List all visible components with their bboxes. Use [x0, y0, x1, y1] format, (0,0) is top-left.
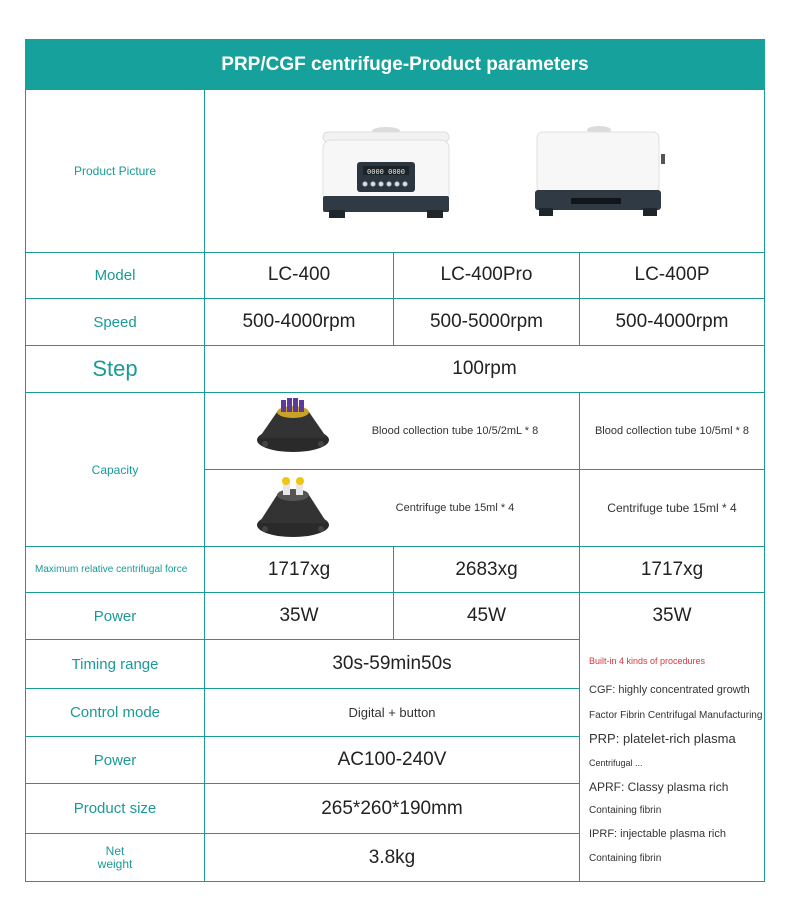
model-lc400: LC-400	[267, 264, 331, 285]
rotor-tubes-image	[253, 394, 333, 459]
capacity-row1-right: Blood collection tube 10/5ml * 8	[594, 425, 750, 437]
centrifuge-side-image	[533, 124, 665, 225]
rcf-lc400: 1717xg	[267, 558, 331, 580]
procedure-line: Containing fibrin	[589, 853, 662, 864]
procedure-line: CGF: highly concentrated growth	[589, 684, 750, 696]
power-supply-value: AC100-240V	[337, 749, 447, 770]
table-header	[25, 39, 765, 90]
label-max-rcf: Maximum relative centrifugal force	[35, 564, 188, 575]
speed-lc400pro: 500-5000rpm	[429, 311, 544, 332]
procedure-line: Centrifugal ...	[589, 758, 643, 768]
rotor-centrifuge-tube-icon	[253, 473, 333, 539]
label-control-mode: Control mode	[69, 704, 161, 721]
border-bottom	[25, 881, 765, 882]
label-product-picture: Product Picture	[73, 164, 157, 178]
label-model: Model	[94, 266, 136, 284]
procedure-line: Factor Fibrin Centrifugal Manufacturing	[589, 710, 763, 721]
capacity-row2-right: Centrifuge tube 15ml * 4	[607, 501, 737, 515]
speed-lc400p: 500-4000rpm	[615, 311, 729, 332]
label-timing-range: Timing range	[71, 655, 159, 673]
border-right	[764, 90, 765, 882]
label-power: Power	[93, 607, 137, 625]
centrifuge-front-image	[321, 124, 451, 225]
rcf-lc400p: 1717xg	[640, 558, 704, 580]
procedure-line: APRF: Classy plasma rich	[589, 780, 729, 794]
page-title: PRP/CGF centrifuge-Product parameters	[221, 53, 589, 75]
capacity-row2-left: Centrifuge tube 15ml * 4	[395, 502, 515, 514]
step-value: 100rpm	[452, 358, 517, 379]
label-net-weight: Net weight	[97, 843, 133, 871]
power-lc400pro: 45W	[466, 605, 507, 626]
product-size-value: 265*260*190mm	[321, 797, 463, 819]
label-step: Step	[92, 356, 138, 381]
procedure-line: PRP: platelet-rich plasma	[589, 731, 736, 746]
power-lc400: 35W	[279, 605, 319, 626]
label-power-supply: Power	[93, 751, 137, 769]
parameter-table	[25, 90, 765, 882]
timing-range-value: 30s-59min50s	[332, 653, 452, 674]
device-display-text: 0000 0000	[367, 168, 405, 176]
capacity-row1-left: Blood collection tube 10/5/2mL * 8	[371, 425, 539, 437]
centrifuge-side-icon	[533, 124, 665, 220]
model-lc400p: LC-400P	[634, 264, 710, 285]
label-capacity: Capacity	[91, 462, 139, 477]
speed-lc400: 500-4000rpm	[242, 311, 356, 332]
label-speed: Speed	[93, 313, 137, 331]
procedure-line: IPRF: injectable plasma rich	[589, 828, 726, 840]
centrifuge-front-icon	[321, 124, 451, 220]
label-product-size: Product size	[73, 800, 157, 817]
power-lc400p: 35W	[652, 605, 692, 626]
rcf-lc400pro: 2683xg	[455, 558, 518, 580]
procedures-heading: Built-in 4 kinds of procedures	[589, 656, 706, 666]
net-weight-value: 3.8kg	[368, 846, 416, 868]
rotor-15ml-image	[253, 473, 333, 544]
rotor-blood-tube-icon	[253, 394, 333, 454]
control-mode-value: Digital + button	[348, 705, 436, 720]
procedure-line: Containing fibrin	[589, 805, 662, 816]
model-lc400pro: LC-400Pro	[440, 264, 533, 285]
